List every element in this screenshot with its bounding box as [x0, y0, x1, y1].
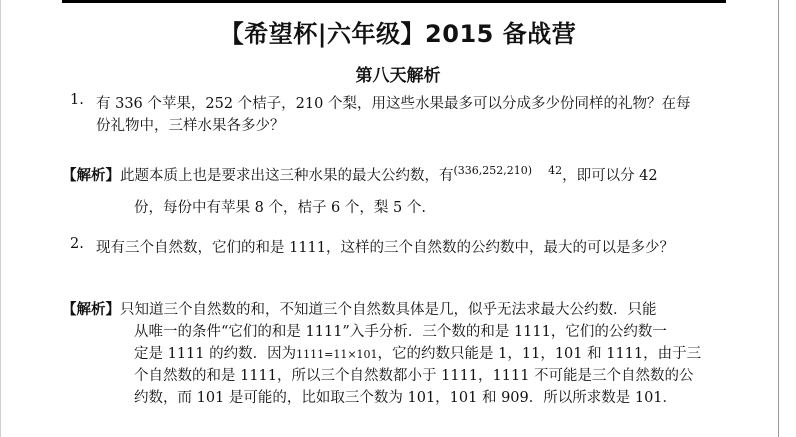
problem-1-gcd-value: 42 — [548, 164, 563, 177]
problem-2-analysis-tag: 【解析】 — [62, 301, 120, 318]
top-rule — [62, 0, 726, 3]
problem-2-analysis-text-1: 只知道三个自然数的和，不知道三个自然数具体是几，似乎无法求最大公约数．只能 — [120, 302, 657, 318]
problem-2-analysis-line-4: 个自然数的和是 1111，所以三个自然数都小于 1111，1111 不可能是三个自然数的公 — [134, 368, 694, 384]
problem-2-number: 2. — [70, 236, 84, 252]
problem-2-analysis-line-5: 约数，而 101 是可能的，比如取三个数为 101，101 和 909．所以所求数是 101． — [134, 390, 678, 406]
problem-2-analysis-line-3 — [134, 342, 701, 363]
problem-1-analysis-line-2: 份，每份中有苹果 8 个，桔子 6 个，梨 5 个. — [134, 200, 426, 216]
problem-2-factor-expression: 1111=11×101 — [296, 348, 378, 361]
problem-1-gcd-suffix: ，即可以分 42 — [562, 168, 658, 184]
problem-1-question-line-1: 有 336 个苹果，252 个桔子，210 个梨，用这些水果最多可以分成多少份同样的礼物？在每 — [96, 96, 691, 112]
problem-2-analysis-line-1 — [62, 298, 657, 319]
problem-2-factor-suffix: ，它的约数只能是 1，11，101 和 1111，由于三 — [377, 346, 702, 362]
problem-1-analysis-line-1 — [62, 164, 658, 185]
problem-1-question-line-2: 份礼物中，三样水果各多少？ — [96, 118, 285, 134]
problem-1-analysis-text: 此题本质上也是要求出这三种水果的最大公约数，有 — [120, 168, 454, 184]
problem-2-analysis-text-3: 定是 1111 的约数．因为 — [134, 346, 297, 362]
problem-1-analysis-tag: 【解析】 — [62, 167, 120, 184]
problem-1-gcd-expression: (336,252,210) — [453, 164, 533, 177]
problem-1-number: 1. — [70, 92, 84, 108]
page-subtitle: 第八天解析 — [355, 66, 441, 86]
problem-2-analysis-line-2: 从唯一的条件“它们的和是 1111”入手分析．三个数的和是 1111，它们的公约数一 — [134, 324, 667, 340]
page-title: 【希望杯|六年级】2015 备战营 — [219, 20, 577, 48]
problem-2-question-line-1: 现有三个自然数，它们的和是 1111，这样的三个自然数的公约数中，最大的可以是多少？ — [96, 240, 675, 256]
